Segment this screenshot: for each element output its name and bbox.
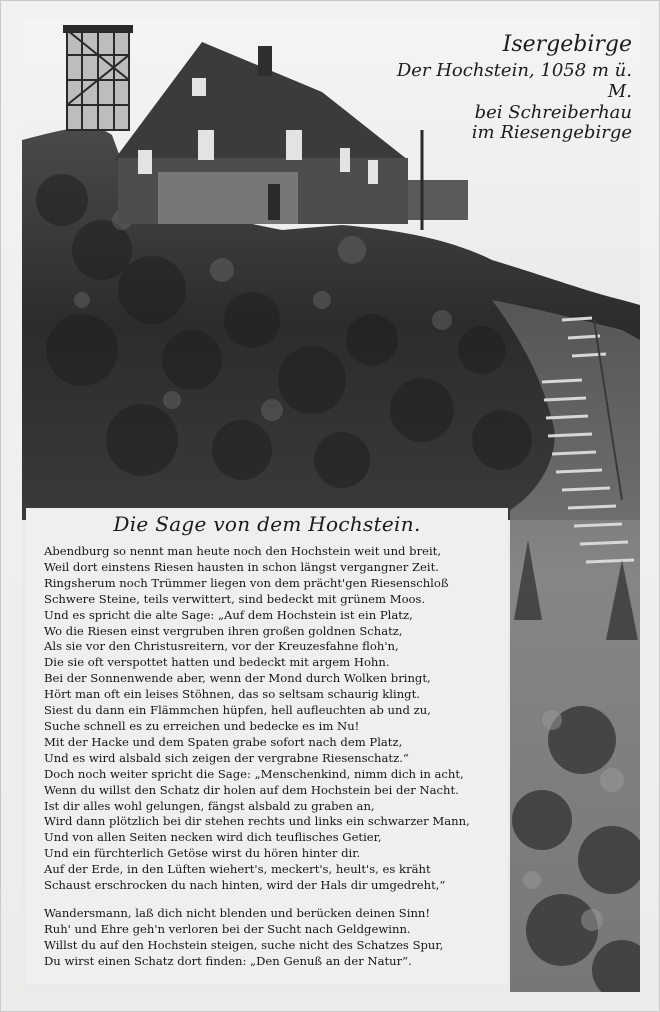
poem-line: Ringsherum noch Trümmer liegen von dem prächt'gen Riesenschloß xyxy=(44,575,449,590)
poem-line: Weil dort einstens Riesen hausten in schon längst vergangner Zeit. xyxy=(44,559,439,574)
poem-line: Suche schnell es zu erreichen und bedecke es im Nu! xyxy=(44,718,360,733)
poem-line: Und es wird alsbald sich zeigen der vergrabne Riesenschatz.“ xyxy=(44,750,409,765)
poem-panel xyxy=(26,508,508,984)
poem-line: Die sie oft verspottet hatten und bedeckt mit argem Hohn. xyxy=(44,655,390,670)
poem-line: Willst du auf den Hochstein steigen, suche nicht des Schatzes Spur, xyxy=(44,937,444,952)
poem-line: Mit der Hacke und dem Spaten grabe sofort nach dem Platz, xyxy=(44,734,403,749)
caption-area: im Riesengebirge xyxy=(471,122,632,144)
poem-line: Doch noch weiter spricht die Sage: „Menschenkind, nimm dich in acht, xyxy=(44,766,464,781)
poem-line: Und es spricht die alte Sage: „Auf dem Hochstein ist ein Platz, xyxy=(44,607,413,622)
poem-stanza-2 xyxy=(44,906,504,970)
poem-line: Auf der Erde, in den Lüften wiehert's, meckert's, heult's, es kräht xyxy=(44,862,431,877)
poem-stanza-1 xyxy=(44,544,504,894)
poem-line: Hört man oft ein leises Stöhnen, das so seltsam schaurig klingt. xyxy=(44,687,420,702)
poem-line: Wandersmann, laß dich nicht blenden und berücken deinen Sinn! xyxy=(44,905,431,920)
poem-line: Und ein fürchterlich Getöse wirst du hören hinter dir. xyxy=(44,846,361,861)
poem-line: Wenn du willst den Schatz dir holen auf dem Hochstein bei der Nacht. xyxy=(44,782,459,797)
caption-region: Isergebirge xyxy=(502,32,632,57)
poem-line: Abendburg so nennt man heute noch den Hochstein weit und breit, xyxy=(44,544,442,558)
caption-near: bei Schreiberhau xyxy=(474,101,632,123)
lookout-tower xyxy=(64,26,132,130)
poem-title: Die Sage von dem Hochstein. xyxy=(113,512,421,536)
poem-line: Als sie vor den Christusreitern, vor der Kreuzesfahne floh'n, xyxy=(44,639,399,654)
poem-line: Siest du dann ein Flämmchen hüpfen, hell aufleuchten ab und zu, xyxy=(44,703,431,718)
poem-line: Bei der Sonnenwende aber, wenn der Mond durch Wolken bringt, xyxy=(44,671,431,686)
caption-location: Der Hochstein, 1058 m ü. M. xyxy=(396,60,632,102)
poem-line: Schaust erschrocken du nach hinten, wird der Hals dir umgedreht,“ xyxy=(44,878,446,893)
poem-text xyxy=(44,544,504,970)
poem-line: Ist dir alles wohl gelungen, fängst alsbald zu graben an, xyxy=(44,798,375,813)
poem-line: Du wirst einen Schatz dort finden: „Den Genuß an der Natur“. xyxy=(44,953,412,968)
poem-line: Wird dann plötzlich bei dir stehen rechts und links ein schwarzer Mann, xyxy=(44,814,470,829)
photo-caption xyxy=(372,32,632,144)
poem-line: Schwere Steine, teils verwittert, sind bedeckt mit grünem Moos. xyxy=(44,591,426,606)
poem-line: Und von allen Seiten necken wird dich teuflisches Getier, xyxy=(44,830,382,845)
poem-line: Ruh' und Ehre geh'n verloren bei der Sucht nach Geldgewinn. xyxy=(44,921,411,936)
poem-line: Wo die Riesen einst vergruben ihren großen goldnen Schatz, xyxy=(44,623,403,638)
